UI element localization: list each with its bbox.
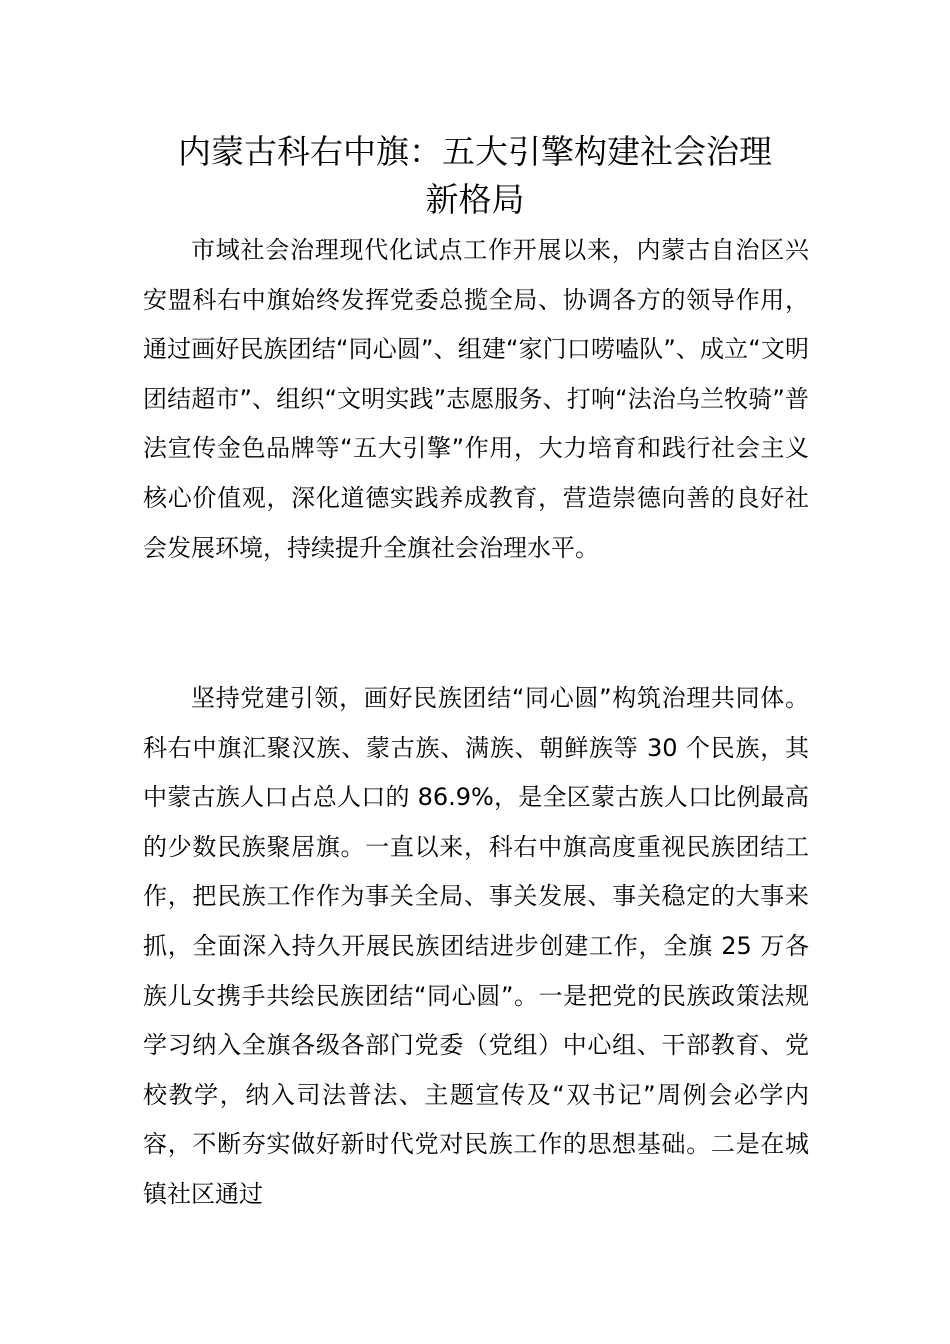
title-line-1: 内蒙古科右中旗：五大引擎构建社会治理 [178, 132, 772, 171]
paragraph-intro: 市域社会治理现代化试点工作开展以来，内蒙古自治区兴安盟科右中旗始终发挥党委总揽全局、协调各方的领导作用，通过画好民族团结“同心圆”、组建“家门口唠嗑队”、成立“文明团结超市”、组织“文明实践”志愿服务、打响“法治乌兰牧骑”普法宣传金色品牌等“五大引擎”作用，大力培育和践行社会主义核心价值观，深化道德实践养成教育，营造崇德向善的良好社会发展环境，持续提升全旗社会治理水平。 [143, 236, 809, 562]
document-title [140, 128, 810, 224]
title-line-2: 新格局 [425, 180, 525, 219]
paragraph-ethnic-unity: 坚持党建引领，画好民族团结“同心圆”构筑治理共同体。科右中旗汇聚汉族、蒙古族、满族、朝鲜族等 30 个民族，其中蒙古族人口占总人口的 86.9%，是全区蒙古族人口比例最高的少数民族聚居旗。一直以来，科右中旗高度重视民族团结工作，把民族工作作为事关全局、事关发展、事关稳定的大事来抓，全面深入持久开展民族团结进步创建工作，全旗 25 万各族儿女携手共绘民族团结“同心圆”。一是把党的民族政策法规学习纳入全旗各级各部门党委（党组）中心组、干部教育、党校教学，纳入司法普法、主题宣传及“双书记”周例会必学内容，不断夯实做好新时代党对民族工作的思想基础。二是在城镇社区通过 [143, 684, 809, 1208]
